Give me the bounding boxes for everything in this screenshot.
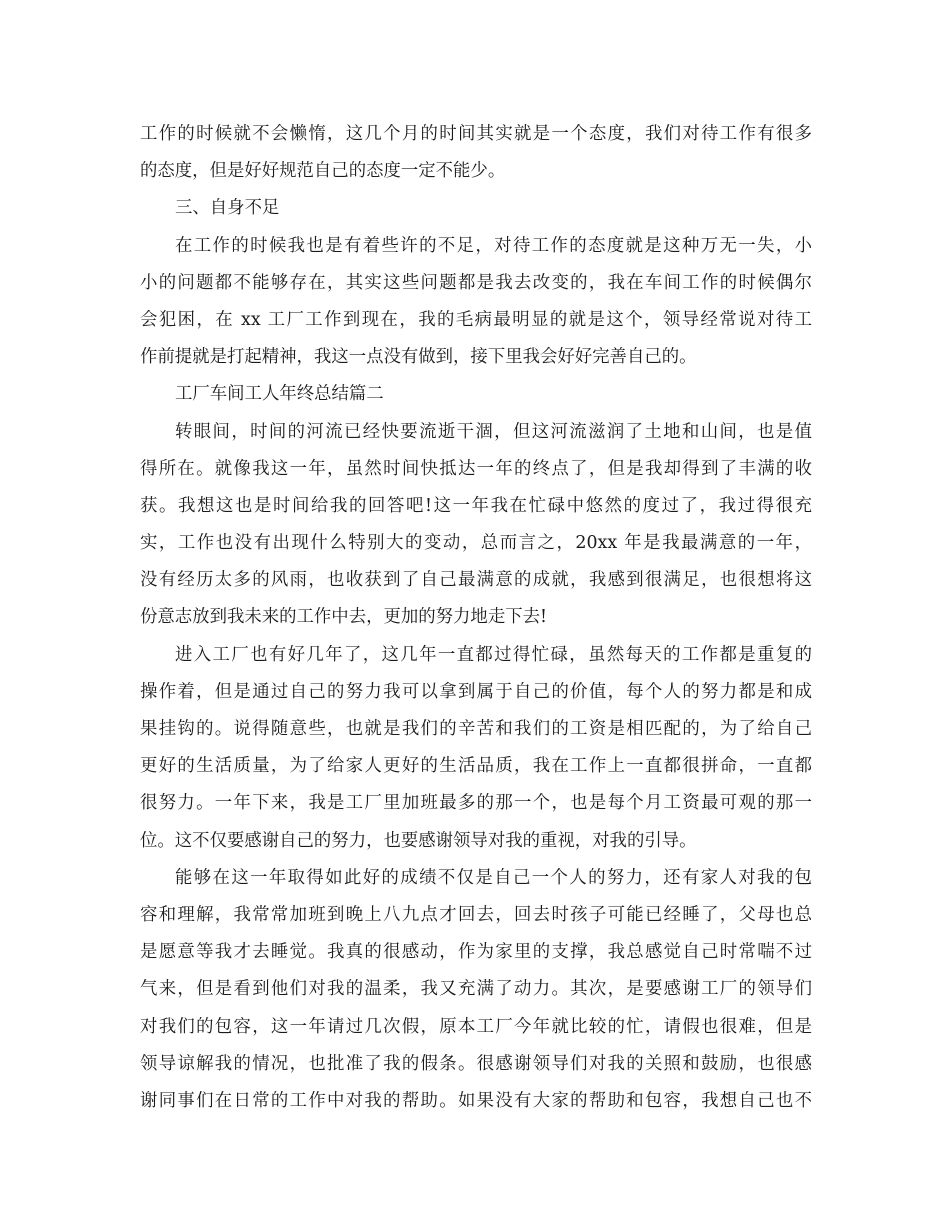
text-line: 没有经历太多的风雨，也收获到了自己最满意的成就，我感到很满足，也很想将这 xyxy=(140,570,812,591)
text-line: 小的问题都不能够存在，其实这些问题都是我去改变的，我在车间工作的时候偶尔 xyxy=(140,272,812,293)
text-line: 气来，但是看到他们对我的温柔，我又充满了动力。其次，是要感谢工厂的领导们 xyxy=(140,979,812,1000)
text-line: 谢同事们在日常的工作中对我的帮助。如果没有大家的帮助和包容，我想自己也不 xyxy=(140,1090,812,1111)
text-line: 转眼间，时间的河流已经快要流逝干涸，但这河流滋润了土地和山间，也是值 xyxy=(175,421,812,442)
text-line: 很努力。一年下来，我是工厂里加班最多的那一个，也是每个月工资最可观的那一 xyxy=(140,793,812,814)
text-line: 领导谅解我的情况，也批准了我的假条。很感谢领导们对我的关照和鼓励，也很感 xyxy=(140,1053,812,1074)
text-line: 是愿意等我才去睡觉。我真的很感动，作为家里的支撑，我总感觉自己时常喘不过 xyxy=(140,942,812,963)
text-line: 获。我想这也是时间给我的回答吧!这一年我在忙碌中悠然的度过了，我过得很充 xyxy=(140,495,812,516)
paragraph-p5 xyxy=(140,860,812,1120)
text-line: 实，工作也没有出现什么特别大的变动，总而言之，20xx 年是我最满意的一年， xyxy=(140,533,812,554)
paragraph-p2 xyxy=(140,228,812,377)
text-line: 会犯困，在 xx 工厂工作到现在，我的毛病最明显的就是这个，领导经常说对待工 xyxy=(140,309,812,330)
paragraph-title-2 xyxy=(140,376,812,413)
paragraph-p4 xyxy=(140,637,812,860)
text-line: 工作的时候就不会懒惰，这几个月的时间其实就是一个态度，我们对待工作有很多 xyxy=(140,124,812,144)
paragraph-heading-3 xyxy=(140,190,812,227)
text-line: 作前提就是打起精神，我这一点没有做到，接下里我会好好完善自己的。 xyxy=(140,347,697,368)
text-line: 果挂钩的。说得随意些，也就是我们的辛苦和我们的工资是相匹配的，为了给自己 xyxy=(140,719,812,739)
text-line: 三、自身不足 xyxy=(175,198,280,219)
document-body xyxy=(140,116,812,1120)
text-line: 工厂车间工人年终总结篇二 xyxy=(175,384,384,405)
paragraph-p3 xyxy=(140,414,812,637)
text-line: 在工作的时候我也是有着些许的不足，对待工作的态度就是这种万无一失，小 xyxy=(175,235,812,256)
text-line: 位。这不仅要感谢自己的努力，也要感谢领导对我的重视，对我的引导。 xyxy=(140,830,697,851)
text-line: 进入工厂也有好几年了，这几年一直都过得忙碌，虽然每天的工作都是重复的 xyxy=(175,644,812,665)
text-line: 份意志放到我未来的工作中去，更加的努力地走下去! xyxy=(140,607,547,628)
text-line: 操作着，但是通过自己的努力我可以拿到属于自己的价值，每个人的努力都是和成 xyxy=(140,681,812,702)
text-line: 能够在这一年取得如此好的成绩不仅是自己一个人的努力，还有家人对我的包 xyxy=(175,867,812,888)
text-line: 对我们的包容，这一年请过几次假，原本工厂今年就比较的忙，请假也很难，但是 xyxy=(140,1016,812,1037)
text-line: 得所在。就像我这一年，虽然时间快抵达一年的终点了，但是我却得到了丰满的收 xyxy=(140,458,812,479)
text-line: 更好的生活质量，为了给家人更好的生活品质，我在工作上一直都很拼命，一直都 xyxy=(140,756,812,777)
text-line: 的态度，但是好好规范自己的态度一定不能少。 xyxy=(140,161,506,182)
paragraph-p1 xyxy=(140,116,812,190)
text-line: 容和理解，我常常加班到晚上八九点才回去，回去时孩子可能已经睡了，父母也总 xyxy=(140,904,812,925)
